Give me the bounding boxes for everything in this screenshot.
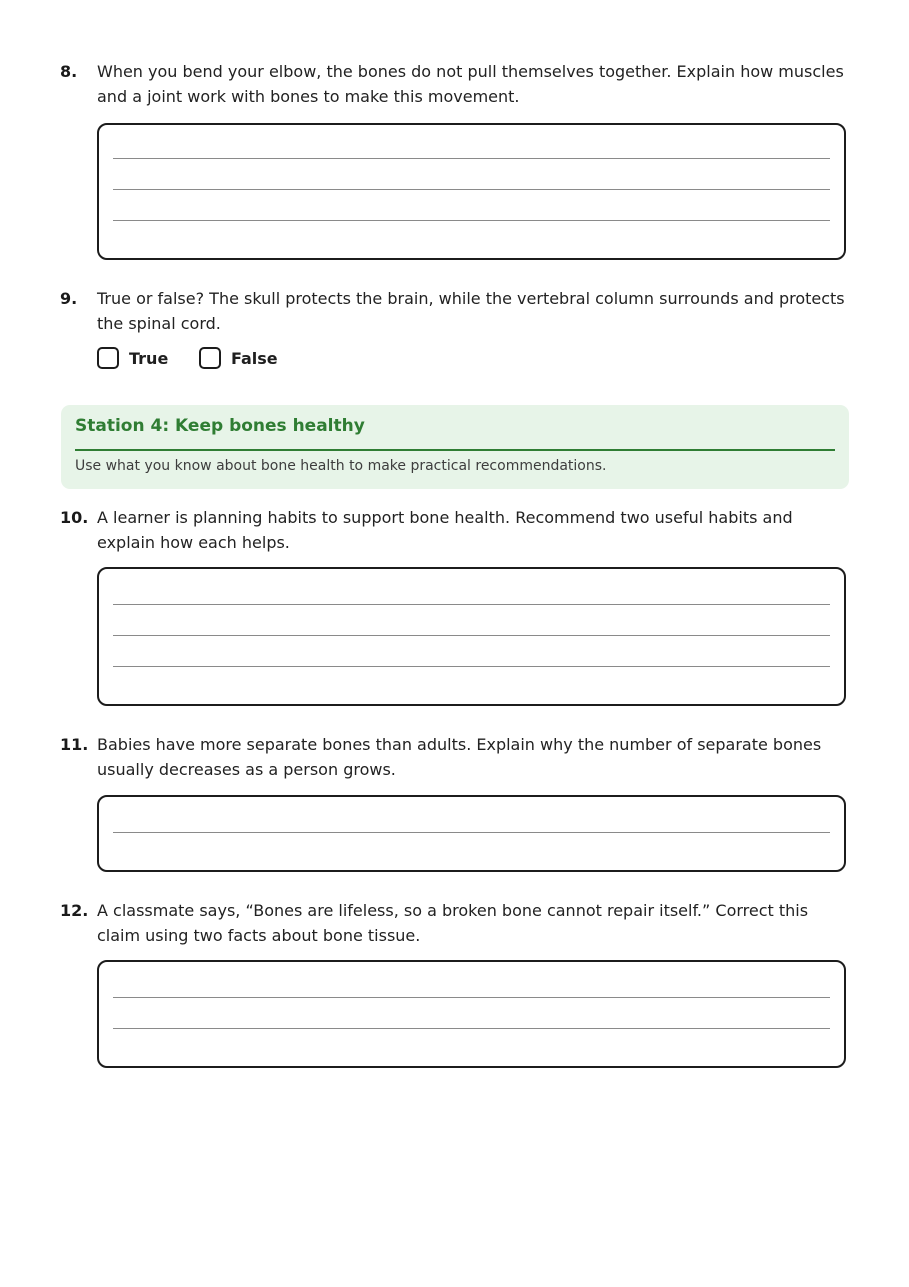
- writing-line: [113, 635, 830, 636]
- question-text: A learner is planning habits to support bone health. Recommend two useful habits and explain how each helps.: [97, 508, 793, 552]
- question-number: 12.: [60, 901, 89, 920]
- option-true[interactable]: [97, 347, 168, 369]
- question-text: Babies have more separate bones than adults. Explain why the number of separate bones usually decreases as a person grows.: [97, 735, 822, 779]
- answer-box[interactable]: [97, 960, 846, 1068]
- writing-line: [113, 158, 830, 159]
- question-number: 8.: [60, 62, 78, 81]
- question-text: True or false? The skull protects the brain, while the vertebral column surrounds and protects the spinal cord.: [97, 289, 845, 333]
- station-title: Station 4: Keep bones healthy: [75, 416, 365, 436]
- writing-line: [113, 1028, 830, 1029]
- option-true-label: True: [129, 348, 169, 368]
- writing-line: [113, 604, 830, 605]
- answer-box[interactable]: [97, 795, 846, 872]
- question-text: A classmate says, “Bones are lifeless, so a broken bone cannot repair itself.” Correct this claim using two facts about bone tissue.: [97, 901, 809, 945]
- true-false-options: [97, 347, 497, 373]
- station-description: Use what you know about bone health to make practical recommendations.: [75, 458, 607, 474]
- writing-line: [113, 666, 830, 667]
- option-false-label: False: [231, 348, 278, 368]
- question-number: 11.: [60, 735, 89, 754]
- writing-line: [113, 832, 830, 833]
- option-false[interactable]: [199, 347, 278, 369]
- answer-box[interactable]: [97, 567, 846, 706]
- true-checkbox[interactable]: [97, 347, 119, 369]
- question-number: 10.: [60, 508, 89, 527]
- writing-line: [113, 189, 830, 190]
- false-checkbox[interactable]: [199, 347, 221, 369]
- question-number: 9.: [60, 289, 78, 308]
- station-banner: [61, 405, 849, 489]
- answer-box[interactable]: [97, 123, 846, 260]
- station-divider: [75, 449, 835, 451]
- writing-line: [113, 220, 830, 221]
- question-text: When you bend your elbow, the bones do not pull themselves together. Explain how muscles and a joint work with bones to make this movement.: [97, 62, 844, 106]
- writing-line: [113, 997, 830, 998]
